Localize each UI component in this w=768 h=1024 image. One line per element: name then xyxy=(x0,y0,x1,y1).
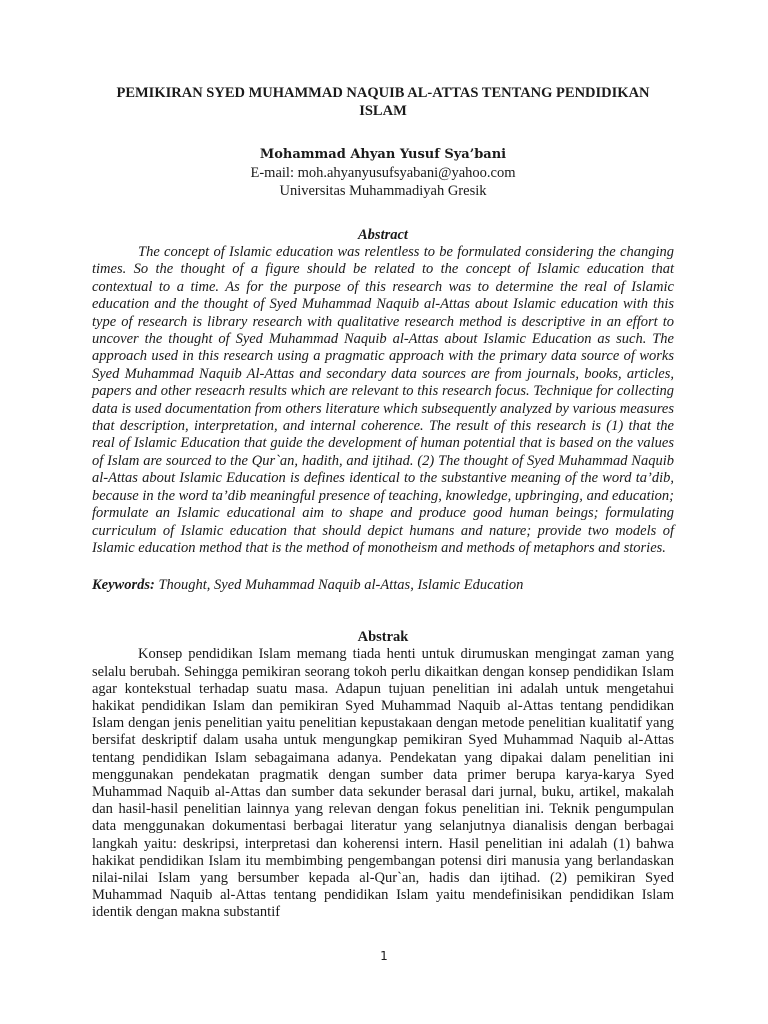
abstract-heading: Abstract xyxy=(358,227,408,243)
abstract-english: The concept of Islamic education was relentless to be formulated considering the changing times. So the thought of a figure should be related to the concept of Islamic education that contextual to a time. As for the purpose of this research was to determine the real of Islamic education and the thought of Syed Muhammad Naquib al-Attas about Islamic education with this type of research is library research with qualitative research method is descriptive in an effort to uncover the thought of Syed Muhammad Naquib al-Attas about Islamic Education as such. The approach used in this research using a pragmatic approach with the primary data source of works Syed Muhammad Naquib Al-Attas and secondary data sources are from journals, books, articles, papers and other reseacrh results which are relevant to this research focus. Technique for collecting data is used documentation from others literature which subsequently analyzed by various measures that description, interpretation, and internal coherence. The result of this research is (1) that the real of Islamic Education that guide the development of human potential that is based on the values of Islam are sourced to the Qur`an, hadith, and ijtihad. (2) The thought of Syed Muhammad Naquib al-Attas about Islamic Education is defines identical to the substantive meaning of the word ta’dib, because in the word ta’dib meaningful presence of teaching, knowledge, upbringing, and education; formulate an Islamic educational aim to shape and produce good human beings; formulating curriculum of Islamic education that should depict humans and nature; provide two models of Islamic education method that is the method of monotheism and methods of metaphors and stories. xyxy=(92,244,674,556)
keywords-label: Keywords: xyxy=(92,577,155,594)
author-name: Mohammad Ahyan Yusuf Sya’bani xyxy=(259,147,507,162)
author-block xyxy=(92,146,674,200)
page-number: 1 xyxy=(380,949,388,963)
author-email: E-mail: moh.ahyanyusufsyabani@yahoo.com xyxy=(250,165,516,181)
abstract-indonesian: Konsep pendidikan Islam memang tiada henti untuk dirumuskan mengingat zaman yang selalu berubah. Sehingga pemikiran seorang tokoh perlu dikaitkan dengan konsep pendidikan Islam agar kontekstual terhadap suatu masa. Adapun tujuan penelitian ini adalah untuk mengetahui hakikat pendidikan Islam dan pemikiran Syed Muhammad Naquib al-Attas tentang pendidikan Islam dengan jenis penelitian yaitu penelitian kepustakaan dengan metode penelitian kualitatif yang bersifat deskriptif dalam usaha untuk mengungkap pemikiran Syed Muhammad Naquib al-Attas tentang pendidikan Islam sebagaimana adanya. Pendekatan yang dipakai dalam penelitian ini menggunakan pendekatan pragmatik dengan sumber data primer berupa karya-karya Syed Muhammad Naquib al-Attas dan sumber data sekunder berasal dari jurnal, buku, artikel, makalah dan hasil-hasil penelitian lainnya yang relevan dengan fokus penelitian ini. Teknik pengumpulan data menggunakan dokumentasi berbagai literatur yang selanjutnya dianalisis dengan berbagai langkah yaitu: deskripsi, interpretasi dan koherensi intern. Hasil penelitian ini adalah (1) bahwa hakikat pendidikan Islam itu membimbing pengembangan potensi diri manusia yang berlandaskan nilai-nilai Islam yang bersumber kepada al-Qur`an, hadis dan ijtihad. (2) pemikiran Syed Muhammad Naquib al-Attas tentang pendidikan Islam yaitu mendefinisikan pendidikan Islam identik dengan makna substantif xyxy=(92,646,674,921)
keywords xyxy=(92,576,674,594)
keywords-text: Thought, Syed Muhammad Naquib al-Attas, Islamic Education xyxy=(158,577,524,594)
paper-title: PEMIKIRAN SYED MUHAMMAD NAQUIB AL-ATTAS TENTANG PENDIDIKAN ISLAM xyxy=(116,85,650,119)
author-affiliation: Universitas Muhammadiyah Gresik xyxy=(279,183,487,199)
paper-page xyxy=(92,84,674,922)
abstrak-heading: Abstrak xyxy=(357,629,409,646)
